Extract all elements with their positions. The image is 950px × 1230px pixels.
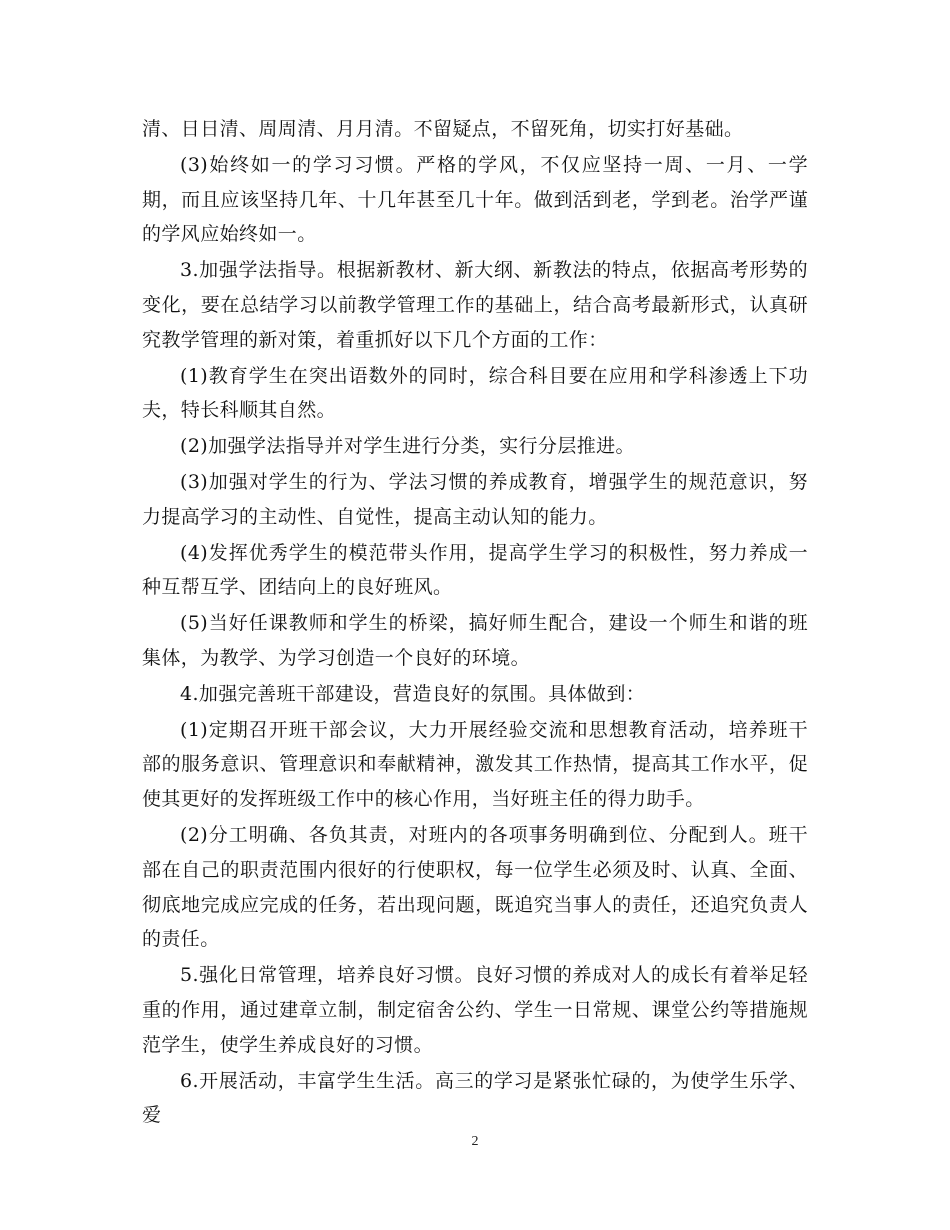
paragraph-5: (2)加强学法指导并对学生进行分类，实行分层推进。	[180, 435, 635, 458]
paragraph-1: 清、日日清、周周清、月月清。不留疑点，不留死角，切实打好基础。	[142, 118, 744, 140]
paragraph-9: 4.加强完善班干部建设，营造良好的氛围。具体做到：	[180, 682, 646, 705]
paragraph-12: 5.强化日常管理，培养良好习惯。良好习惯的养成对人的成长有着举足轻重的作用，通过建章立制，制定宿舍公约、学生一日常规、课堂公约等措施规范学生，使学生养成良好的习惯。	[142, 964, 808, 1056]
body-text	[142, 112, 808, 1134]
paragraph-6: (3)加强对学生的行为、学法习惯的养成教育，增强学生的规范意识，努力提高学习的主动性、自觉性，提高主动认知的能力。	[142, 470, 808, 528]
paragraph-8: (5)当好任课教师和学生的桥梁，搞好师生配合，建设一个师生和谐的班集体，为教学、为学习创造一个良好的环境。	[142, 612, 808, 669]
paragraph-11: (2)分工明确、各负其责，对班内的各项事务明确到位、分配到人。班干部在自己的职责范围内很好的行使职权，每一位学生必须及时、认真、全面、彻底地完成应完成的任务，若出现问题，既追究当事人的责任，还追究负责人的责任。	[142, 823, 808, 951]
paragraph-4: (1)教育学生在突出语数外的同时，综合科目要在应用和学科渗透上下功夫，特长科顺其自然。	[142, 364, 808, 422]
paragraph-3: 3.加强学法指导。根据新教材、新大纲、新教法的特点，依据高考形势的变化，要在总结学习以前教学管理工作的基础上，结合高考最新形式，认真研究教学管理的新对策，着重抓好以下几个方面的工作：	[142, 259, 808, 351]
paragraph-10: (1)定期召开班干部会议，大力开展经验交流和思想教育活动，培养班干部的服务意识、管理意识和奉献精神，激发其工作热情，提高其工作水平，促使其更好的发挥班级工作中的核心作用，当好班主任的得力助手。	[142, 718, 808, 811]
paragraph-13: 6.开展活动，丰富学生生活。高三的学习是紧张忙碌的，为使学生乐学、爱	[142, 1069, 808, 1127]
paragraph-2: (3)始终如一的学习习惯。严格的学风，不仅应坚持一周、一月、一学期，而且应该坚持几年、十几年甚至几十年。做到活到老，学到老。治学严谨的学风应始终如一。	[142, 153, 808, 246]
paragraph-7: (4)发挥优秀学生的模范带头作用，提高学生学习的积极性，努力养成一种互帮互学、团结向上的良好班风。	[142, 541, 808, 599]
page-number: 2	[471, 1134, 479, 1149]
